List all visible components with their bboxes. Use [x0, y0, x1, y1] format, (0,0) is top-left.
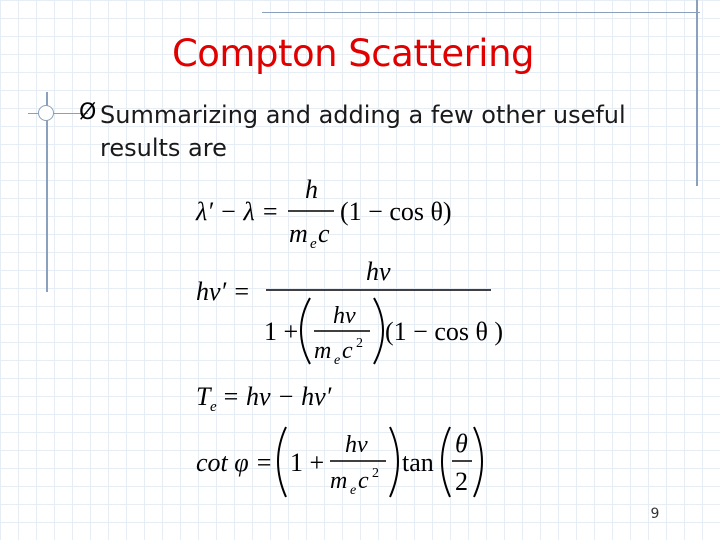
eq2-right-paren: [374, 298, 383, 364]
eq2-inner-den-c: c: [342, 338, 353, 364]
eq4-inner-den-sup: 2: [372, 466, 379, 481]
eq1-den-sub: e: [310, 236, 317, 252]
eq4-theta: θ: [455, 429, 468, 458]
eq4-inner-numerator: hν: [345, 432, 368, 458]
eq3-T-sub: e: [210, 399, 217, 415]
eq4-tan-left-paren: [442, 427, 450, 497]
eq1-den-c: c: [318, 219, 330, 248]
eq3-rhs: = hν − hν′: [222, 382, 332, 411]
equation-recoil-angle: [196, 427, 482, 498]
eq4-inner-den-m: m: [330, 468, 348, 494]
eq4-lhs: cot φ =: [196, 448, 273, 477]
eq1-rhs: (1 − cos θ): [340, 197, 452, 226]
eq2-lhs: hν′ =: [196, 277, 251, 306]
page-number: 9: [650, 506, 660, 522]
eq2-inner-den-m: m: [314, 338, 332, 364]
eq2-inner-den-sub: e: [334, 353, 341, 368]
eq2-left-paren: [301, 298, 310, 364]
equation-electron-kinetic-energy: [196, 382, 332, 415]
eq2-one-plus: 1 +: [264, 317, 299, 346]
eq4-left-paren: [278, 427, 286, 497]
eq4-right-paren: [390, 427, 398, 497]
slide-title: Compton Scattering: [171, 32, 535, 75]
bullet-arrow-icon: Ø: [79, 100, 97, 125]
eq4-two: 2: [455, 467, 468, 496]
eq4-tan: tan: [402, 448, 434, 477]
eq1-numerator: h: [305, 175, 318, 204]
eq2-inner-den-sup: 2: [356, 336, 363, 351]
eq1-lhs: λ′ − λ =: [196, 197, 279, 226]
eq4-tan-right-paren: [474, 427, 482, 497]
eq2-numerator: hν: [366, 257, 391, 286]
eq3-T: T: [196, 382, 211, 411]
eq2-rhs: (1 − cos θ ): [385, 317, 504, 346]
eq4-one-plus: 1 +: [290, 448, 325, 477]
eq2-inner-numerator: hν: [333, 303, 356, 329]
equation-scattered-energy: [196, 257, 503, 368]
eq1-den-m: m: [289, 219, 308, 248]
eq4-inner-den-sub: e: [350, 483, 357, 498]
bullet-text: Summarizing and adding a few other useful results are: [100, 101, 626, 162]
eq4-inner-den-c: c: [358, 468, 369, 494]
equation-wavelength-shift: [195, 175, 452, 252]
